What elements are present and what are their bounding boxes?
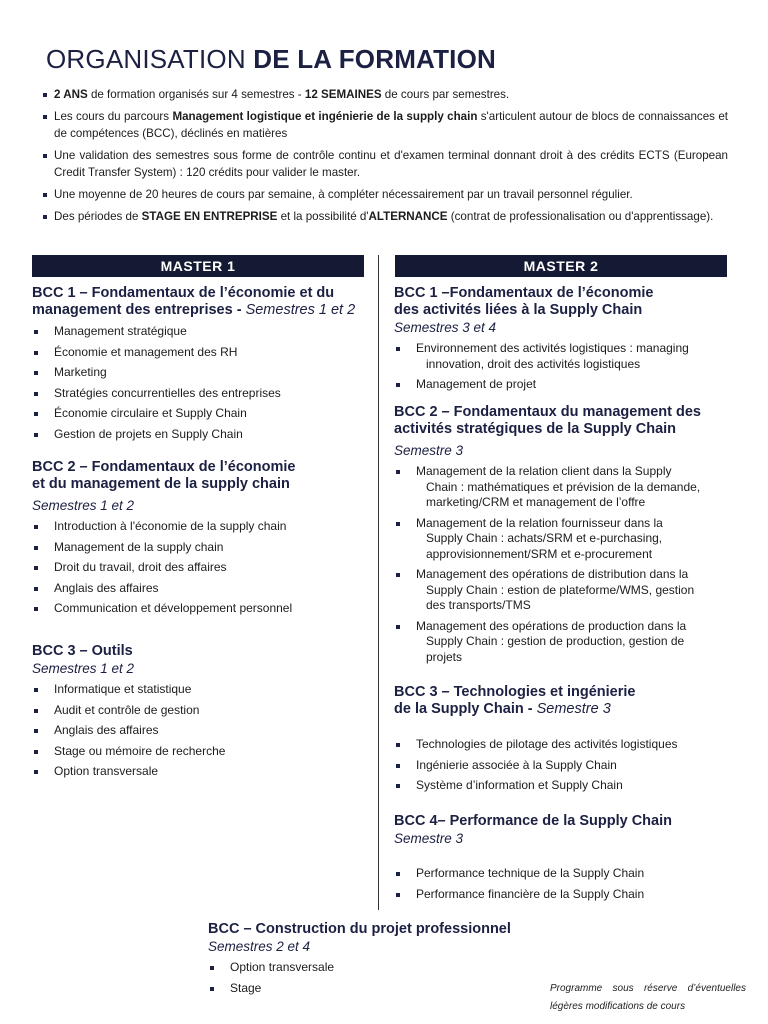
bcc-pro-title: BCC – Construction du projet professionnel [208,921,511,937]
m2-bcc1 [394,285,739,398]
bcc-pro-list [208,960,548,996]
list-item: Management de la relation client dans la Supply Chain : mathématiques et prévision de la demande, marketing/CRM et management de l’offre [394,464,739,511]
intro-emphasis: Management logistique et ingénierie de la supply chain [172,110,478,123]
list-item: Management de projet [394,377,739,393]
m2-bcc4-list [394,866,739,902]
m2-bcc2-semester: Semestre 3 [394,443,464,458]
m2-bcc2-list [394,464,739,665]
intro-item [42,86,728,103]
m1-bcc2-semester: Semestres 1 et 2 [32,498,135,513]
list-item: Management de la supply chain [32,540,372,556]
list-item: Stage ou mémoire de recherche [32,744,372,760]
disclaimer-note: Programme sous réserve d’éventuelles légères modifications de cours [550,983,746,1012]
intro-item [42,208,728,225]
column-divider [378,255,379,910]
m2-bcc4 [394,813,739,907]
m1-bcc2-list [32,519,372,617]
list-item: Droit du travail, droit des affaires [32,560,372,576]
m2-bcc4-title: BCC 4– Performance de la Supply Chain [394,813,672,829]
list-item: Gestion de projets en Supply Chain [32,427,372,443]
m2-bcc1-semester: Semestres 3 et 4 [394,320,497,335]
title-light: ORGANISATION [46,44,254,74]
m2-bcc3-list [394,737,739,794]
m1-bcc1 [32,285,372,447]
intro-emphasis: 12 SEMAINES [304,88,382,101]
m1-bcc1-list [32,324,372,442]
list-item: Environnement des activités logistiques : managing innovation, droit des activités logistiques [394,341,739,372]
intro-text: Une moyenne de 20 heures de cours par semaine, à compléter nécessairement par un travail personnel régulier. [54,188,633,201]
intro-text: et la possibilité d' [277,210,369,223]
intro-text: Des périodes de [54,210,142,223]
list-item: Stratégies concurrentielles des entreprises [32,386,372,402]
list-item: Système d’information et Supply Chain [394,778,739,794]
m1-bcc3 [32,643,372,785]
m1-bcc3-title: BCC 3 – Outils [32,643,133,659]
list-item: Management des opérations de distribution dans la Supply Chain : estion de plateforme/WMS, gestion des transports/TMS [394,567,739,614]
intro-item [42,186,728,203]
m1-bcc1-title: BCC 1 – Fondamentaux de l’économie et du management des entreprises - Semestres 1 et 2 [32,285,356,318]
intro-item [42,108,728,142]
list-item: Technologies de pilotage des activités logistiques [394,737,739,753]
master1-header: MASTER 1 [32,255,364,277]
m2-bcc2 [394,404,739,670]
m2-bcc3 [394,684,739,799]
list-item: Performance technique de la Supply Chain [394,866,739,882]
intro-item [42,147,728,181]
list-item: Économie circulaire et Supply Chain [32,406,372,422]
list-item: Management de la relation fournisseur dans la Supply Chain : achats/SRM et e-purchasing, approvisionnement/SRM et e-procurement [394,516,739,563]
intro-text: (contrat de professionalisation ou d'apprentissage). [447,210,714,223]
master2-header: MASTER 2 [395,255,727,277]
m2-bcc4-semester: Semestre 3 [394,831,464,846]
intro-list [42,86,728,230]
list-item: Informatique et statistique [32,682,372,698]
list-item: Audit et contrôle de gestion [32,703,372,719]
list-item: Communication et développement personnel [32,601,372,617]
list-item: Économie et management des RH [32,345,372,361]
bcc-projet-pro [208,921,548,1001]
intro-text: s'articulent autour de blocs de connaissances et de compétences (BCC), déclinés en matières [54,110,728,140]
list-item: Option transversale [32,764,372,780]
list-item: Anglais des affaires [32,723,372,739]
list-item: Stage [208,981,548,997]
page-title [46,44,496,75]
intro-emphasis: ALTERNANCE [368,210,448,223]
m2-bcc3-title: BCC 3 – Technologies et ingénierie de la Supply Chain - Semestre 3 [394,684,636,717]
list-item: Ingénierie associée à la Supply Chain [394,758,739,774]
list-item: Introduction à l'économie de la supply chain [32,519,372,535]
bcc-pro-semester: Semestres 2 et 4 [208,939,311,954]
list-item: Management stratégique [32,324,372,340]
intro-text: Une validation des semestres sous forme de contrôle continu et d'examen terminal donnant droit à des crédits ECTS (European Credit Transfer System) : 120 crédits pour valider le master. [54,149,728,179]
title-bold: DE LA FORMATION [253,44,497,74]
intro-emphasis: STAGE EN ENTREPRISE [141,210,278,223]
intro-text: de formation organisés sur 4 semestres - [87,88,305,101]
m2-bcc2-title: BCC 2 – Fondamentaux du management des activités stratégiques de la Supply Chain [394,404,701,437]
intro-text: de cours par semestres. [381,88,510,101]
m2-bcc1-list [394,341,739,393]
list-item: Anglais des affaires [32,581,372,597]
m1-bcc3-semester: Semestres 1 et 2 [32,661,135,676]
m1-bcc3-list [32,682,372,780]
m2-bcc1-title: BCC 1 –Fondamentaux de l’économie des activités liées à la Supply Chain [394,285,654,318]
list-item: Management des opérations de production dans la Supply Chain : gestion de production, gestion de projets [394,619,739,666]
intro-text: Les cours du parcours [54,110,173,123]
list-item: Performance financière de la Supply Chain [394,887,739,903]
list-item: Marketing [32,365,372,381]
list-item: Option transversale [208,960,548,976]
m1-bcc2-title: BCC 2 – Fondamentaux de l’économie et du management de la supply chain [32,459,296,492]
m1-bcc2 [32,459,372,622]
intro-emphasis: 2 ANS [54,88,88,101]
